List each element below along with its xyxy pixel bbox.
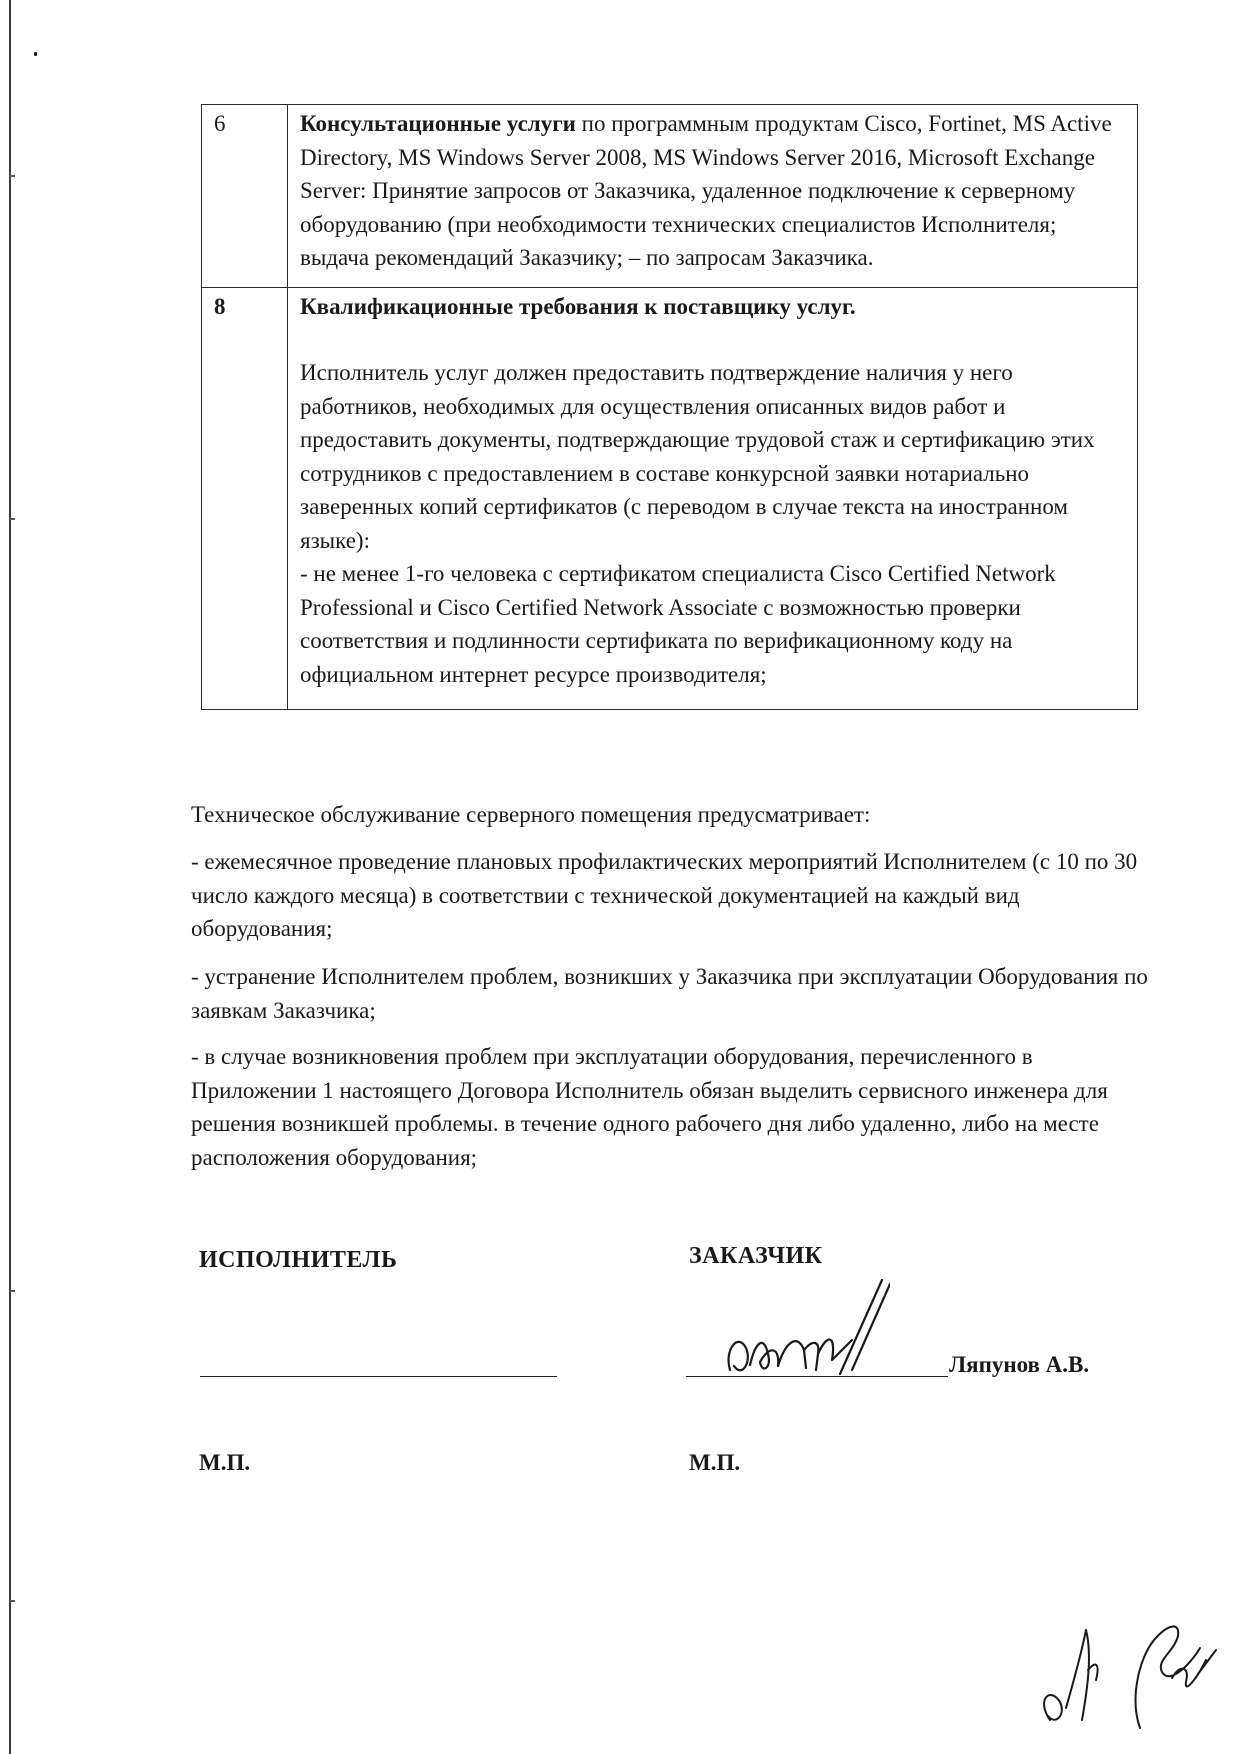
stamp-label-customer: М.П. [689, 1450, 741, 1475]
row-number: 8 [202, 287, 288, 710]
row-heading: Квалификационные требования к поставщику услуг. [300, 293, 856, 319]
requirements-table [201, 104, 1138, 710]
spacer [300, 323, 1125, 356]
edge-tick [9, 518, 15, 520]
maintenance-intro: Техническое обслуживание серверного помещения предусматривает: [191, 802, 871, 827]
customer-title: ЗАКАЗЧИК [689, 1243, 823, 1269]
executor-title: ИСПОЛНИТЕЛЬ [199, 1247, 398, 1273]
executor-signature-line [200, 1376, 557, 1377]
customer-name: Ляпунов А.В. [949, 1352, 1090, 1377]
maintenance-item: - в случае возникновения проблем при эксплуатации оборудования, перечисленного в Приложении 1 настоящего Договора Исполнитель обязан выделить сервисного инженера для решения возникшей проблемы. в течение одного рабочего дня либо удаленно, либо на месте расположения оборудования; [191, 1044, 1108, 1170]
row-bullet: - не менее 1-го человека с сертификатом специалиста Cisco Certified Network Professional и Cisco Certified Network Associate с возможностью проверки соответствия и подлинности сертификата по верификационному коду на официальном интернет ресурсе производителя; [300, 561, 1056, 687]
row-content [288, 105, 1138, 288]
row-text: по программным продуктам Cisco, Fortinet, MS Active Directory, MS Windows Server 2008, MS Windows Server 2016, Microsoft Exchange Server: Принятие запросов от Заказчика, удаленное подключение к серверному оборудованию (при необходимости технических специалистов Исполнителя; выдача рекомендаций Заказчику; – по запросам Заказчика. [300, 111, 1112, 270]
customer-signature-image [720, 1270, 890, 1390]
edge-tick [9, 1290, 15, 1292]
edge-tick [9, 1600, 15, 1602]
row-content [288, 287, 1138, 710]
table-row [202, 105, 1138, 288]
maintenance-item: - устранение Исполнителем проблем, возникших у Заказчика при эксплуатации Оборудования по заявкам Заказчика; [191, 964, 1148, 1023]
maintenance-item: - ежемесячное проведение плановых профилактических мероприятий Исполнителем (с 10 по 30 число каждого месяца) в соответствии с технической документацией на каждый вид оборудования; [191, 849, 1138, 941]
row-number: 6 [202, 105, 288, 288]
row-bold-lead: Консультационные услуги [300, 111, 576, 136]
row-paragraph: Исполнитель услуг должен предоставить подтверждение наличия у него работников, необходимых для осуществления описанных видов работ и предоставить документы, подтверждающие трудовой стаж и сертификацию этих сотрудников с предоставлением в составе конкурсной заявки нотариально заверенных копий сертификатов (с переводом в случае текста на иностранном языке): [300, 360, 1095, 553]
page-initials-image [1030, 1590, 1230, 1735]
scan-speck [34, 52, 37, 56]
edge-tick [9, 175, 15, 177]
table-row [202, 287, 1138, 710]
page-left-edge [9, 0, 11, 1754]
stamp-label-executor: М.П. [199, 1450, 251, 1475]
